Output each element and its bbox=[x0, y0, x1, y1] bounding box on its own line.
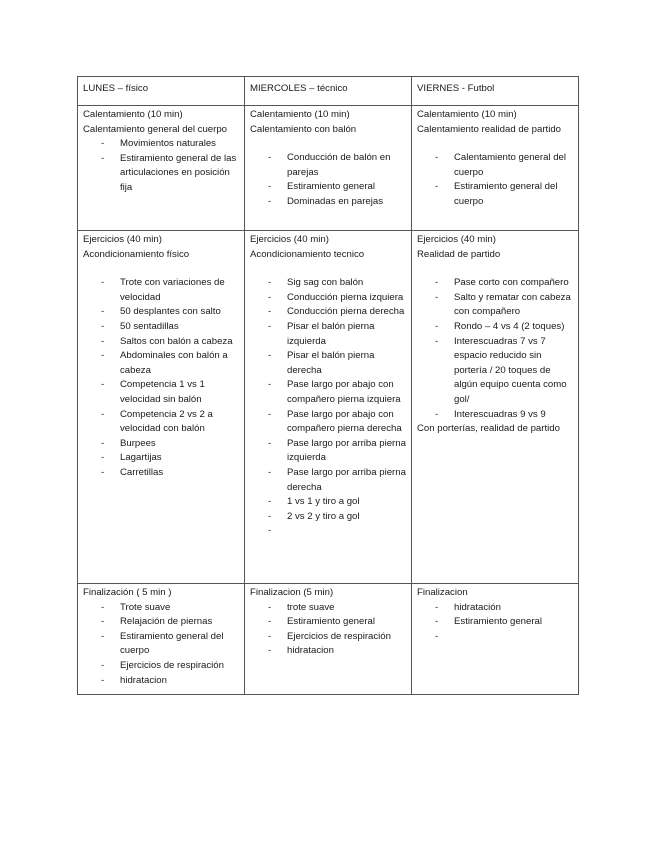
list-item bbox=[250, 180, 407, 195]
list-item-text: Burpees bbox=[120, 437, 156, 449]
dash-bullet-icon: - bbox=[268, 408, 272, 420]
list-item-text: Dominadas en parejas bbox=[287, 195, 383, 207]
dash-bullet-icon: - bbox=[268, 616, 272, 628]
list-item bbox=[250, 378, 407, 407]
section-title: Ejercicios (40 min) bbox=[417, 234, 496, 245]
list-item-text: hidratacion bbox=[287, 645, 334, 657]
list-item bbox=[250, 510, 407, 525]
list-item-text: Conducción pierna izquiera bbox=[287, 291, 404, 303]
dash-bullet-icon: - bbox=[101, 601, 105, 613]
dash-bullet-icon: - bbox=[101, 674, 105, 686]
list-item bbox=[250, 466, 407, 495]
exercise-list bbox=[250, 601, 407, 659]
list-item bbox=[83, 630, 240, 659]
dash-bullet-icon: - bbox=[268, 195, 272, 207]
list-item-text: hidratación bbox=[454, 601, 501, 613]
dash-bullet-icon: - bbox=[268, 320, 272, 332]
list-item bbox=[417, 180, 574, 209]
section-subtitle: Realidad de partido bbox=[417, 248, 501, 260]
list-item bbox=[250, 630, 407, 645]
list-item bbox=[250, 305, 407, 320]
exercise-list bbox=[417, 276, 574, 422]
list-item-text: Competencia 1 vs 1 velocidad sin balón bbox=[120, 379, 205, 405]
header-miercoles-label: MIERCOLES – técnico bbox=[250, 83, 348, 94]
list-item bbox=[250, 601, 407, 616]
dash-bullet-icon: - bbox=[268, 601, 272, 613]
dash-bullet-icon: - bbox=[101, 138, 105, 150]
spacer bbox=[83, 262, 240, 276]
finish-row bbox=[78, 584, 579, 695]
list-item-text: Trote suave bbox=[120, 601, 171, 613]
list-item-text: Pase largo por abajo con compañero pierna izquiera bbox=[287, 379, 401, 405]
exercise-list bbox=[83, 137, 240, 195]
list-item-text: Pase largo por arriba pierna izquierda bbox=[287, 437, 406, 464]
list-item bbox=[417, 615, 574, 630]
dash-bullet-icon: - bbox=[101, 379, 105, 391]
list-item-text: Interescuadras 7 vs 7 espacio reducido sin portería / 20 toques de algún equipo cuenta como gol/ bbox=[454, 335, 567, 405]
list-item-text: Pase corto con compañero bbox=[454, 277, 569, 289]
spacer bbox=[417, 262, 574, 276]
list-item bbox=[83, 305, 240, 320]
list-item bbox=[417, 151, 574, 180]
dash-bullet-icon: - bbox=[268, 152, 272, 164]
list-item bbox=[83, 152, 240, 196]
warmup-cell-miercoles bbox=[245, 106, 412, 231]
warmup-cell-viernes bbox=[412, 106, 579, 231]
spacer bbox=[250, 137, 407, 151]
list-item-text: Abdominales con balón a cabeza bbox=[120, 350, 228, 376]
list-item bbox=[83, 601, 240, 616]
list-item-text: Ejercicios de respiración bbox=[287, 630, 391, 642]
dash-bullet-icon: - bbox=[268, 510, 272, 522]
dash-bullet-icon: - bbox=[268, 379, 272, 391]
section-subtitle: Acondicionamiento tecnico bbox=[250, 248, 365, 260]
list-item bbox=[83, 451, 240, 466]
list-item bbox=[250, 408, 407, 437]
list-item-text: Estiramiento general del cuerpo bbox=[120, 630, 224, 657]
list-item bbox=[250, 349, 407, 378]
list-item bbox=[250, 195, 407, 210]
dash-bullet-icon: - bbox=[435, 601, 439, 613]
header-viernes bbox=[412, 77, 579, 106]
exercise-list bbox=[417, 151, 574, 209]
list-item bbox=[250, 644, 407, 659]
exercise-list bbox=[417, 601, 574, 645]
list-item bbox=[250, 524, 407, 539]
list-item-text: Estiramiento general bbox=[287, 616, 375, 628]
list-item-text: Estiramiento general bbox=[454, 616, 542, 628]
list-item bbox=[83, 320, 240, 335]
exercises-cell-viernes bbox=[412, 231, 579, 584]
dash-bullet-icon: - bbox=[435, 616, 439, 628]
list-item bbox=[250, 320, 407, 349]
list-item-text: Salto y rematar con cabeza con compañero bbox=[454, 291, 571, 318]
dash-bullet-icon: - bbox=[435, 630, 439, 642]
dash-bullet-icon: - bbox=[101, 616, 105, 628]
spacer bbox=[417, 137, 574, 151]
dash-bullet-icon: - bbox=[268, 277, 272, 289]
list-item bbox=[417, 335, 574, 408]
list-item bbox=[417, 320, 574, 335]
list-item-text: Conducción pierna derecha bbox=[287, 306, 405, 318]
list-item-text: Sig sag con balón bbox=[287, 277, 364, 289]
finish-cell-miercoles bbox=[245, 584, 412, 695]
dash-bullet-icon: - bbox=[101, 630, 105, 642]
dash-bullet-icon: - bbox=[435, 320, 439, 332]
section-title: Finalizacion bbox=[417, 587, 468, 598]
list-item bbox=[83, 349, 240, 378]
exercise-list bbox=[250, 151, 407, 209]
dash-bullet-icon: - bbox=[101, 277, 105, 289]
list-item bbox=[83, 437, 240, 452]
list-item bbox=[83, 466, 240, 481]
list-item bbox=[83, 408, 240, 437]
list-item-text: 1 vs 1 y tiro a gol bbox=[287, 496, 360, 508]
list-item bbox=[417, 601, 574, 616]
section-title: Calentamiento (10 min) bbox=[250, 109, 350, 120]
list-item-text: Movimientos naturales bbox=[120, 138, 216, 150]
dash-bullet-icon: - bbox=[101, 152, 105, 164]
list-item-text: Calentamiento general del cuerpo bbox=[454, 152, 567, 178]
list-item-text: Estiramiento general del cuerpo bbox=[454, 181, 558, 207]
list-item-text: 50 sentadillas bbox=[120, 320, 179, 332]
list-item-text: Lagartijas bbox=[120, 452, 162, 464]
list-item bbox=[250, 276, 407, 291]
header-row bbox=[78, 77, 579, 106]
exercises-cell-miercoles bbox=[245, 231, 412, 584]
list-item-text: Interescuadras 9 vs 9 bbox=[454, 408, 546, 420]
list-item-text: 50 desplantes con salto bbox=[120, 306, 221, 318]
finish-cell-viernes bbox=[412, 584, 579, 695]
list-item-text: Estiramiento general bbox=[287, 181, 375, 193]
section-note: Con porterías, realidad de partido bbox=[417, 423, 560, 435]
warmup-row bbox=[78, 106, 579, 231]
dash-bullet-icon: - bbox=[268, 181, 272, 193]
dash-bullet-icon: - bbox=[435, 291, 439, 303]
dash-bullet-icon: - bbox=[268, 645, 272, 657]
exercise-list bbox=[83, 276, 240, 480]
list-item-text: Ejercicios de respiración bbox=[120, 659, 224, 671]
section-title: Ejercicios (40 min) bbox=[250, 234, 329, 245]
list-item-text: Pase largo por arriba pierna derecha bbox=[287, 466, 406, 493]
spacer bbox=[250, 262, 407, 276]
dash-bullet-icon: - bbox=[101, 306, 105, 318]
exercises-cell-lunes bbox=[78, 231, 245, 584]
finish-cell-lunes bbox=[78, 584, 245, 695]
exercises-row bbox=[78, 231, 579, 584]
list-item-text: trote suave bbox=[287, 601, 335, 613]
header-miercoles bbox=[245, 77, 412, 106]
list-item bbox=[250, 615, 407, 630]
dash-bullet-icon: - bbox=[101, 335, 105, 347]
exercise-list bbox=[250, 276, 407, 539]
section-title: Calentamiento (10 min) bbox=[417, 109, 517, 120]
list-item-text: Rondo – 4 vs 4 (2 toques) bbox=[454, 320, 565, 332]
list-item bbox=[250, 151, 407, 180]
list-item-text: 2 vs 2 y tiro a gol bbox=[287, 510, 360, 522]
list-item-text: Estiramiento general de las articulaciones en posición fija bbox=[120, 152, 237, 193]
dash-bullet-icon: - bbox=[435, 181, 439, 193]
list-item-text: Conducción de balón en parejas bbox=[287, 152, 391, 178]
dash-bullet-icon: - bbox=[268, 437, 272, 449]
warmup-cell-lunes bbox=[78, 106, 245, 231]
header-lunes bbox=[78, 77, 245, 106]
dash-bullet-icon: - bbox=[101, 408, 105, 420]
section-subtitle: Calentamiento realidad de partido bbox=[417, 123, 561, 135]
exercise-list bbox=[83, 601, 240, 689]
dash-bullet-icon: - bbox=[101, 350, 105, 362]
dash-bullet-icon: - bbox=[101, 320, 105, 332]
list-item bbox=[83, 659, 240, 674]
dash-bullet-icon: - bbox=[101, 437, 105, 449]
dash-bullet-icon: - bbox=[268, 496, 272, 508]
dash-bullet-icon: - bbox=[101, 466, 105, 478]
list-item bbox=[417, 276, 574, 291]
section-title: Ejercicios (40 min) bbox=[83, 234, 162, 245]
list-item bbox=[250, 437, 407, 466]
dash-bullet-icon: - bbox=[268, 306, 272, 318]
list-item-text: Carretillas bbox=[120, 466, 164, 478]
training-schedule-table bbox=[77, 76, 579, 695]
list-item-text: Pisar el balón pierna izquierda bbox=[287, 320, 375, 347]
dash-bullet-icon: - bbox=[435, 152, 439, 164]
dash-bullet-icon: - bbox=[268, 466, 272, 478]
dash-bullet-icon: - bbox=[268, 350, 272, 362]
dash-bullet-icon: - bbox=[435, 277, 439, 289]
list-item bbox=[83, 378, 240, 407]
list-item bbox=[250, 495, 407, 510]
section-title: Calentamiento (10 min) bbox=[83, 109, 183, 120]
list-item-text: Trote con variaciones de velocidad bbox=[120, 277, 225, 303]
dash-bullet-icon: - bbox=[268, 525, 272, 537]
header-viernes-label: VIERNES - Futbol bbox=[417, 83, 495, 94]
section-title: Finalizacion (5 min) bbox=[250, 587, 334, 598]
list-item-text: Pase largo por abajo con compañero pierna derecha bbox=[287, 408, 402, 435]
dash-bullet-icon: - bbox=[435, 408, 439, 420]
section-subtitle: Calentamiento con balón bbox=[250, 123, 357, 135]
section-subtitle: Acondicionamiento físico bbox=[83, 248, 190, 260]
list-item-text: Pisar el balón pierna derecha bbox=[287, 350, 375, 376]
list-item bbox=[83, 615, 240, 630]
list-item-text: Saltos con balón a cabeza bbox=[120, 335, 233, 347]
list-item bbox=[417, 291, 574, 320]
list-item-text: Competencia 2 vs 2 a velocidad con balón bbox=[120, 408, 213, 435]
list-item bbox=[417, 408, 574, 423]
list-item bbox=[83, 276, 240, 305]
dash-bullet-icon: - bbox=[101, 452, 105, 464]
dash-bullet-icon: - bbox=[101, 659, 105, 671]
list-item bbox=[83, 137, 240, 152]
list-item-text: hidratacion bbox=[120, 674, 167, 686]
list-item bbox=[417, 630, 574, 645]
list-item-text: Relajación de piernas bbox=[120, 616, 213, 628]
list-item bbox=[83, 674, 240, 689]
section-subtitle: Calentamiento general del cuerpo bbox=[83, 123, 227, 135]
section-title: Finalización ( 5 min ) bbox=[83, 587, 172, 598]
list-item bbox=[250, 291, 407, 306]
dash-bullet-icon: - bbox=[268, 291, 272, 303]
list-item bbox=[83, 335, 240, 350]
dash-bullet-icon: - bbox=[435, 335, 439, 347]
header-lunes-label: LUNES – físico bbox=[83, 83, 149, 94]
dash-bullet-icon: - bbox=[268, 630, 272, 642]
